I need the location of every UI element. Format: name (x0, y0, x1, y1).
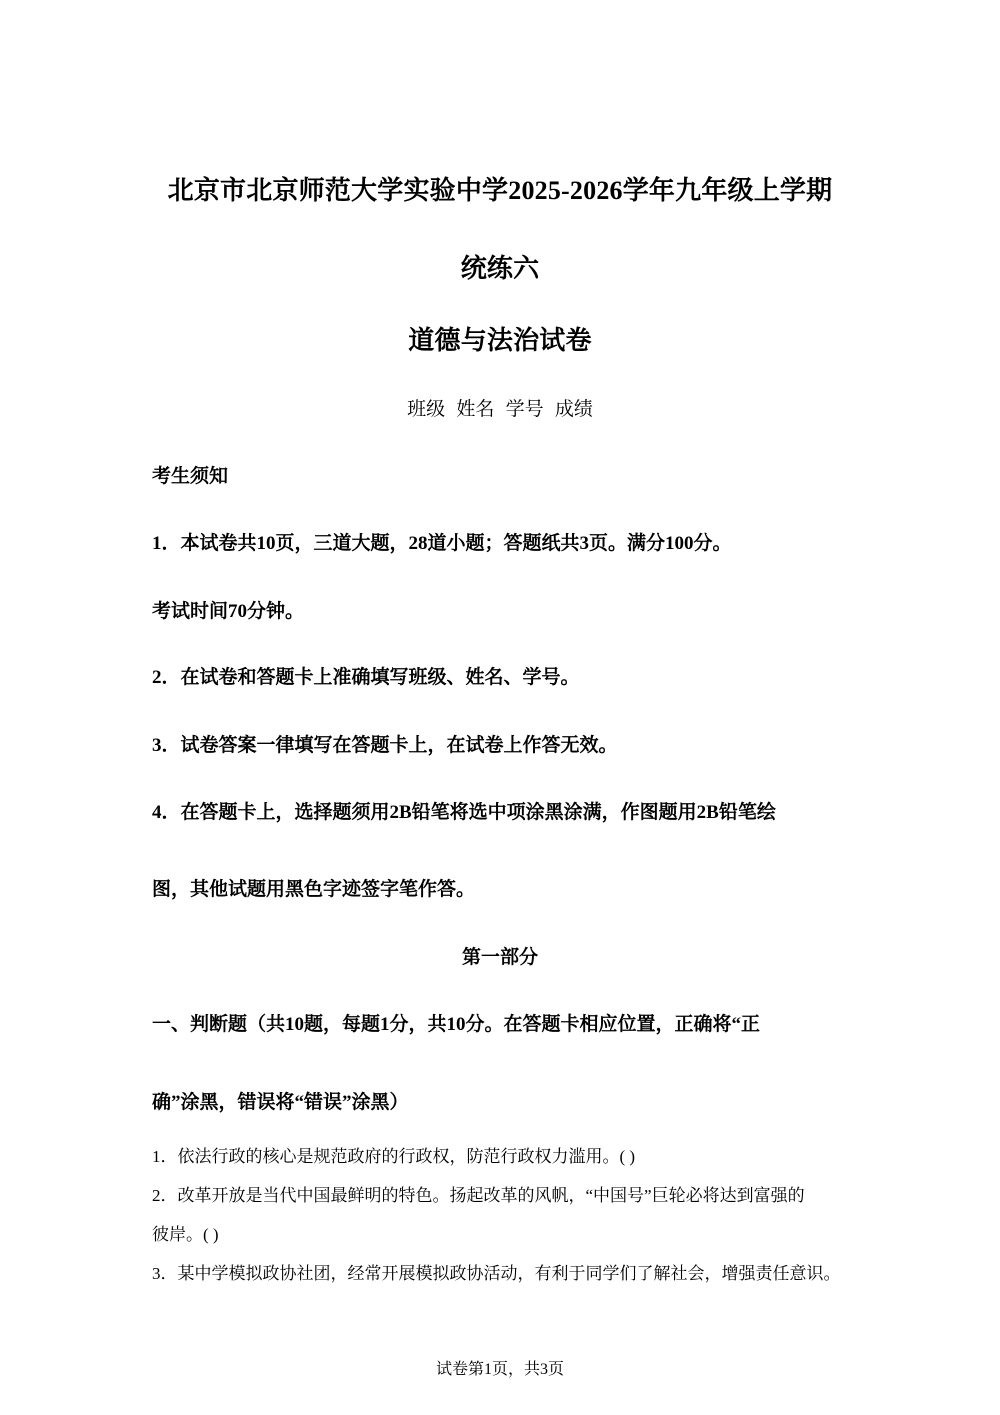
section-instructions-line-2: 确”涂黑，错误将“错误”涂黑） (152, 1092, 409, 1113)
page-footer: 试卷第1页，共3页 (435, 1361, 564, 1378)
subject-title: 道德与法治试卷 (408, 326, 592, 355)
notice-item-1-continued: 考试时间70分钟。 (152, 601, 305, 622)
notice-item-2: 2．在试卷和答题卡上准确填写班级、姓名、学号。 (152, 667, 580, 688)
exam-title-line-1: 北京市北京师范大学实验中学2025-2026学年九年级上学期 (167, 176, 833, 205)
question-2-continued: 彼岸。( ) (152, 1225, 219, 1244)
exam-title-line-2: 统练六 (460, 254, 540, 283)
student-info-line: 班级 姓名 学号 成绩 (407, 399, 593, 420)
notice-item-3: 3．试卷答案一律填写在答题卡上，在试卷上作答无效。 (152, 735, 618, 756)
question-2: 2．改革开放是当代中国最鲜明的特色。扬起改革的风帆，“中国号”巨轮必将达到富强的 (152, 1186, 805, 1205)
part-title: 第一部分 (461, 947, 538, 968)
notice-heading: 考生须知 (152, 466, 229, 487)
notice-item-1: 1．本试卷共10页，三道大题，28道小题；答题纸共3页。满分100分。 (152, 533, 732, 554)
question-3: 3．某中学模拟政协社团，经常开展模拟政协活动，有利于同学们了解社会，增强责任意识。 (152, 1264, 841, 1283)
question-1: 1．依法行政的核心是规范政府的行政权，防范行政权力滥用。( ) (152, 1147, 636, 1166)
notice-item-4-continued: 图，其他试题用黑色字迹签字笔作答。 (152, 879, 476, 900)
section-instructions-line-1: 一、判断题（共10题，每题1分，共10分。在答题卡相应位置，正确将“正 (152, 1014, 761, 1035)
notice-item-4: 4．在答题卡上，选择题须用2B铅笔将选中项涂黑涂满，作图题用2B铅笔绘 (152, 802, 776, 823)
